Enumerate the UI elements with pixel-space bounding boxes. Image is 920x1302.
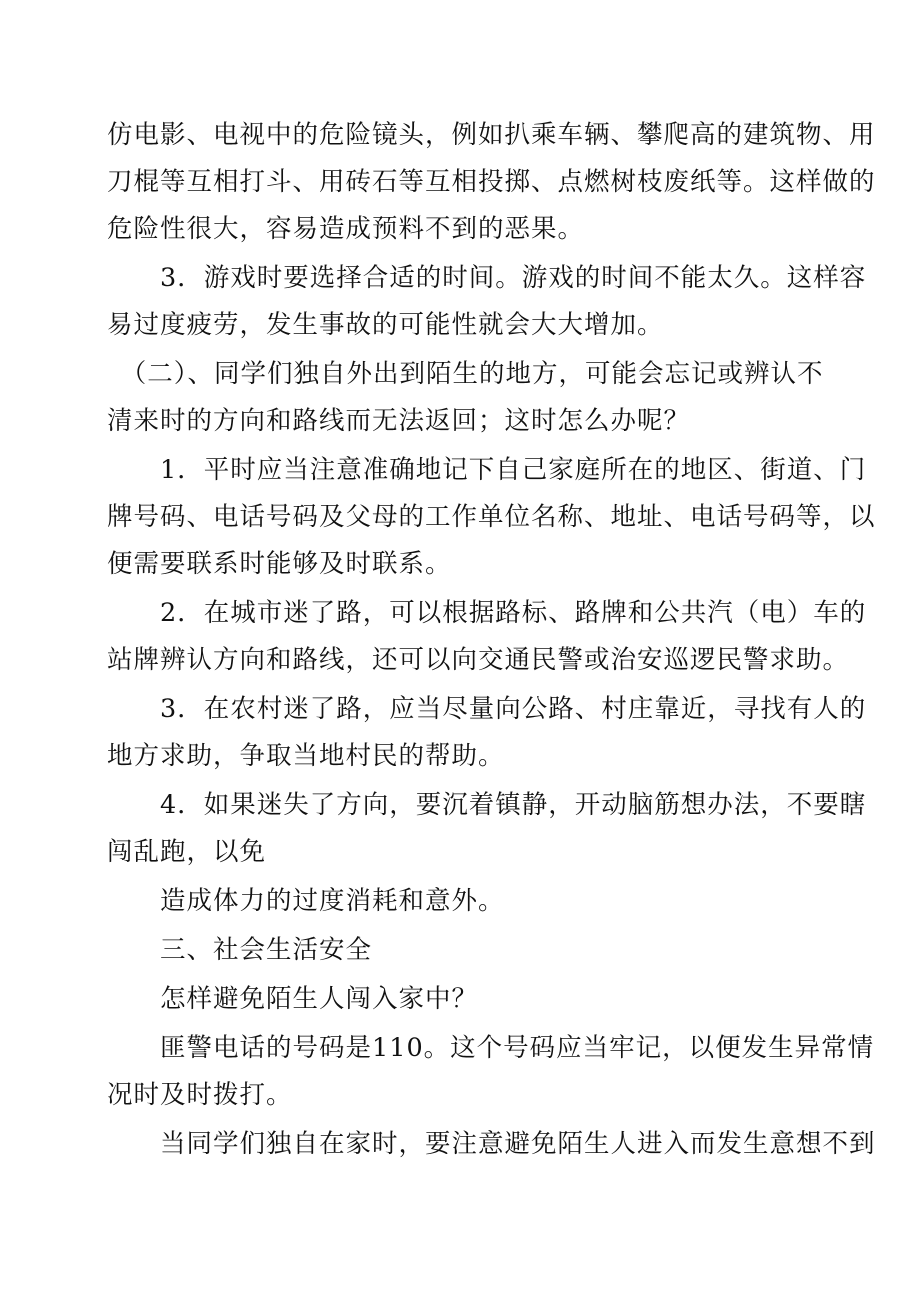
text-line: 便需要联系时能够及时联系。 xyxy=(107,549,452,579)
text-line: 怎样避免陌生人闯入家中？ xyxy=(107,984,479,1014)
text-line: 造成体力的过度消耗和意外。 xyxy=(107,886,505,916)
document-body xyxy=(107,112,876,1170)
paragraph-game-time xyxy=(107,255,867,349)
text-line: 匪警电话的号码是110。这个号码应当牢记，以便发生异常情 xyxy=(107,1033,875,1063)
text-line: （二）、同学们独自外出到陌生的地方，可能会忘记或辨认不 xyxy=(107,359,824,389)
text-line: 闯乱跑，以免 xyxy=(107,837,267,867)
text-line: 3．游戏时要选择合适的时间。游戏的时间不能太久。这样容 xyxy=(107,263,867,293)
subheading-strangers xyxy=(107,976,823,1023)
text-line: 2．在城市迷了路，可以根据路标、路牌和公共汽（电）车的 xyxy=(107,598,867,628)
paragraph-city-lost xyxy=(107,590,867,684)
section-heading-social-safety xyxy=(107,927,823,974)
text-line: 站牌辨认方向和路线，还可以向交通民警或治安巡逻民警求助。 xyxy=(107,645,850,675)
text-line: 况时及时拨打。 xyxy=(107,1080,293,1110)
text-line: 仿电影、电视中的危险镜头，例如扒乘车辆、攀爬高的建筑物、用 xyxy=(107,120,876,150)
text-line: 危险性很大，容易造成预料不到的恶果。 xyxy=(107,214,585,244)
paragraph-avoid-exhaustion xyxy=(107,878,823,925)
paragraph-police-number xyxy=(107,1025,875,1119)
text-line: 清来时的方向和路线而无法返回；这时怎么办呢？ xyxy=(107,406,691,436)
paragraph-dangerous-games xyxy=(107,112,876,253)
paragraph-remember-address xyxy=(107,447,876,588)
paragraph-home-alone xyxy=(107,1121,876,1168)
text-line: 地方求助，争取当地村民的帮助。 xyxy=(107,741,505,771)
text-line: 刀棍等互相打斗、用砖石等互相投掷、点燃树枝废纸等。这样做的 xyxy=(107,167,876,197)
text-line: 当同学们独自在家时，要注意避免陌生人进入而发生意想不到 xyxy=(107,1129,876,1159)
text-line: 4．如果迷失了方向，要沉着镇静，开动脑筋想办法，不要瞎 xyxy=(107,790,867,820)
paragraph-village-lost xyxy=(107,686,867,780)
text-line: 易过度疲劳，发生事故的可能性就会大大增加。 xyxy=(107,310,664,340)
text-line: 3．在农村迷了路，应当尽量向公路、村庄靠近，寻找有人的 xyxy=(107,694,867,724)
text-line: 牌号码、电话号码及父母的工作单位名称、地址、电话号码等，以 xyxy=(107,502,876,532)
paragraph-section-two-heading xyxy=(107,351,823,445)
text-line: 1．平时应当注意准确地记下自己家庭所在的地区、街道、门 xyxy=(107,455,867,485)
paragraph-stay-calm xyxy=(107,782,867,876)
text-line: 三、社会生活安全 xyxy=(107,935,373,965)
